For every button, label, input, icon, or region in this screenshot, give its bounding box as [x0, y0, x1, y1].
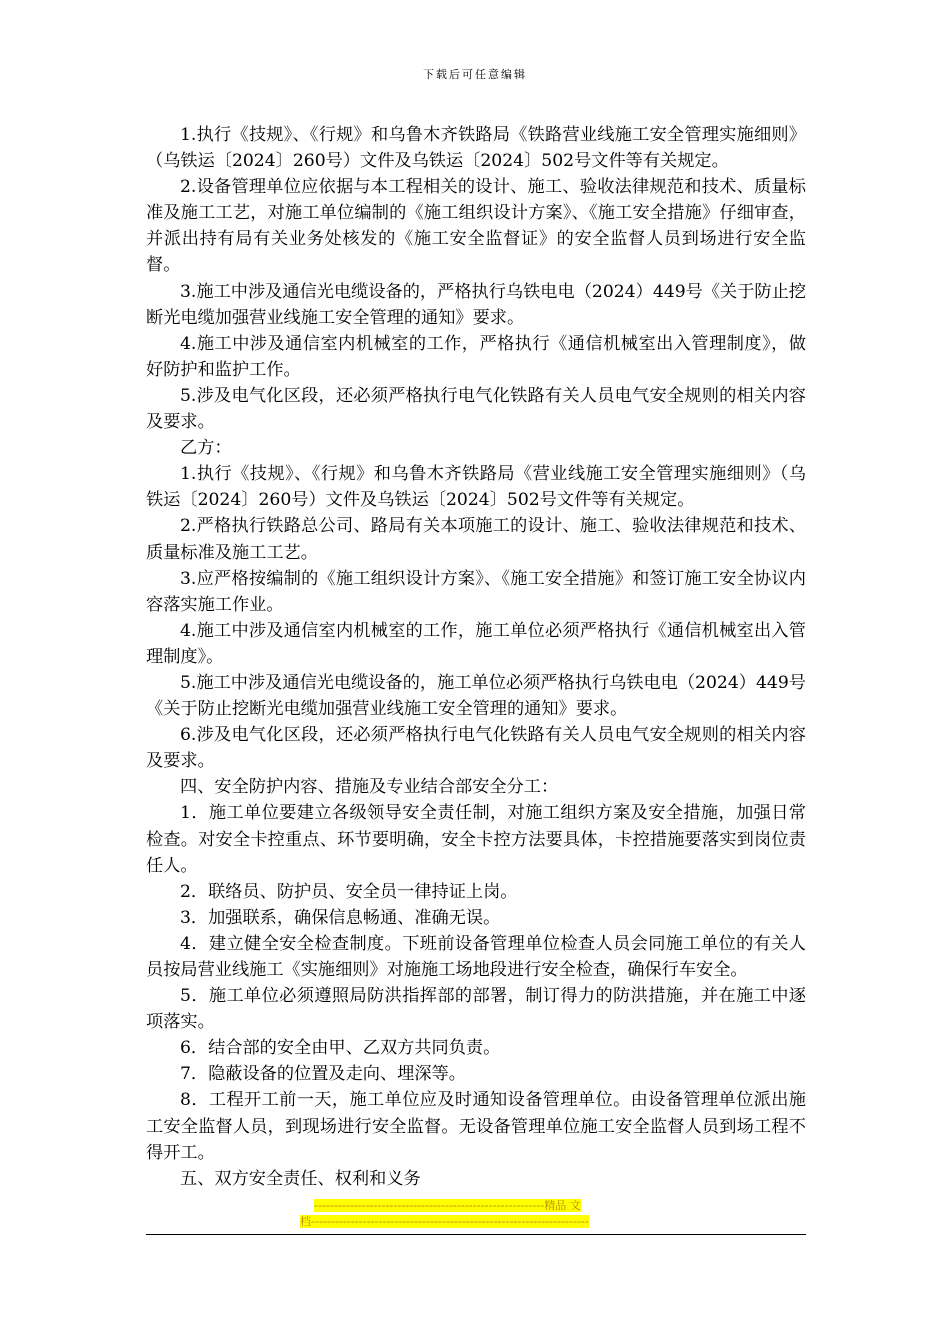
- section-heading: 五、双方安全责任、权利和义务: [180, 1168, 421, 1189]
- page-header: 下载后可任意编辑: [423, 68, 527, 81]
- paragraph: 2．联络员、防护员、安全员一律持证上岗。: [180, 881, 518, 902]
- paragraph: 1.执行《技规》、《行规》和乌鲁木齐铁路局《营业线施工安全管理实施细则》（乌铁运〔2024〕260号）文件及乌铁运〔2024〕502号文件等有关规定。: [146, 464, 806, 511]
- paragraph: 2.严格执行铁路总公司、路局有关本项施工的设计、施工、验收法律规范和技术、质量标准及施工工艺。: [146, 516, 806, 563]
- section-label: 乙方：: [180, 438, 232, 459]
- paragraph: 3．加强联系，确保信息畅通、准确无误。: [180, 907, 501, 928]
- paragraph: 2.设备管理单位应依据与本工程相关的设计、施工、验收法律规范和技术、质量标准及施工工艺，对施工单位编制的《施工组织设计方案》、《施工安全措施》仔细审查，并派出持有局有关业务处核发的《施工安全监督证》的安全监督人员到场进行安全监督。: [146, 177, 806, 276]
- paragraph: 3.施工中涉及通信光电缆设备的，严格执行乌铁电电（2024）449号《关于防止挖断光电缆加强营业线施工安全管理的通知》要求。: [146, 281, 806, 328]
- footer-line-2: 档----------------------------------------------------------------------: [300, 1215, 589, 1228]
- paragraph: 6．结合部的安全由甲、乙双方共同负责。: [180, 1038, 501, 1059]
- paragraph: 3.应严格按编制的《施工组织设计方案》、《施工安全措施》和签订施工安全协议内容落实施工作业。: [146, 568, 806, 615]
- paragraph: 1．施工单位要建立各级领导安全责任制，对施工组织方案及安全措施，加强日常检查。对安全卡控重点、环节要明确，安全卡控方法要具体，卡控措施要落实到岗位责任人。: [146, 803, 806, 876]
- document-body: [146, 122, 806, 1192]
- paragraph: 5．施工单位必须遵照局防洪指挥部的部署，制订得力的防洪措施，并在施工中逐项落实。: [146, 986, 806, 1033]
- section-heading: 四、安全防护内容、措施及专业结合部安全分工：: [180, 777, 559, 798]
- paragraph: 4.施工中涉及通信室内机械室的工作，施工单位必须严格执行《通信机械室出入管理制度》。: [146, 620, 806, 667]
- footer-watermark: [300, 1198, 652, 1230]
- paragraph: 5.涉及电气化区段，还必须严格执行电气化铁路有关人员电气安全规则的相关内容及要求。: [146, 385, 806, 433]
- paragraph: 5.施工中涉及通信光电缆设备的，施工单位必须严格执行乌铁电电（2024）449号《关于防止挖断光电缆加强营业线施工安全管理的通知》要求。: [146, 672, 806, 720]
- paragraph: 8．工程开工前一天，施工单位应及时通知设备管理单位。由设备管理单位派出施工安全监督人员，到现场进行安全监督。无设备管理单位施工安全监督人员到场工程不得开工。: [146, 1090, 806, 1163]
- paragraph: 7．隐蔽设备的位置及走向、埋深等。: [180, 1064, 466, 1085]
- footer-divider: [146, 1234, 806, 1235]
- paragraph: 4.施工中涉及通信室内机械室的工作，严格执行《通信机械室出入管理制度》，做好防护和监护工作。: [146, 333, 806, 380]
- footer-line-1: ----------------------------------------------------------精品 文: [314, 1199, 581, 1212]
- paragraph: 1.执行《技规》、《行规》和乌鲁木齐铁路局《铁路营业线施工安全管理实施细则》（乌铁运〔2024〕260号）文件及乌铁运〔2024〕502号文件等有关规定。: [146, 125, 806, 172]
- paragraph: 4．建立健全安全检查制度。下班前设备管理单位检查人员会同施工单位的有关人员按局营业线施工《实施细则》对施施工场地段进行安全检查，确保行车安全。: [146, 933, 806, 980]
- paragraph: 6.涉及电气化区段，还必须严格执行电气化铁路有关人员电气安全规则的相关内容及要求。: [146, 725, 806, 772]
